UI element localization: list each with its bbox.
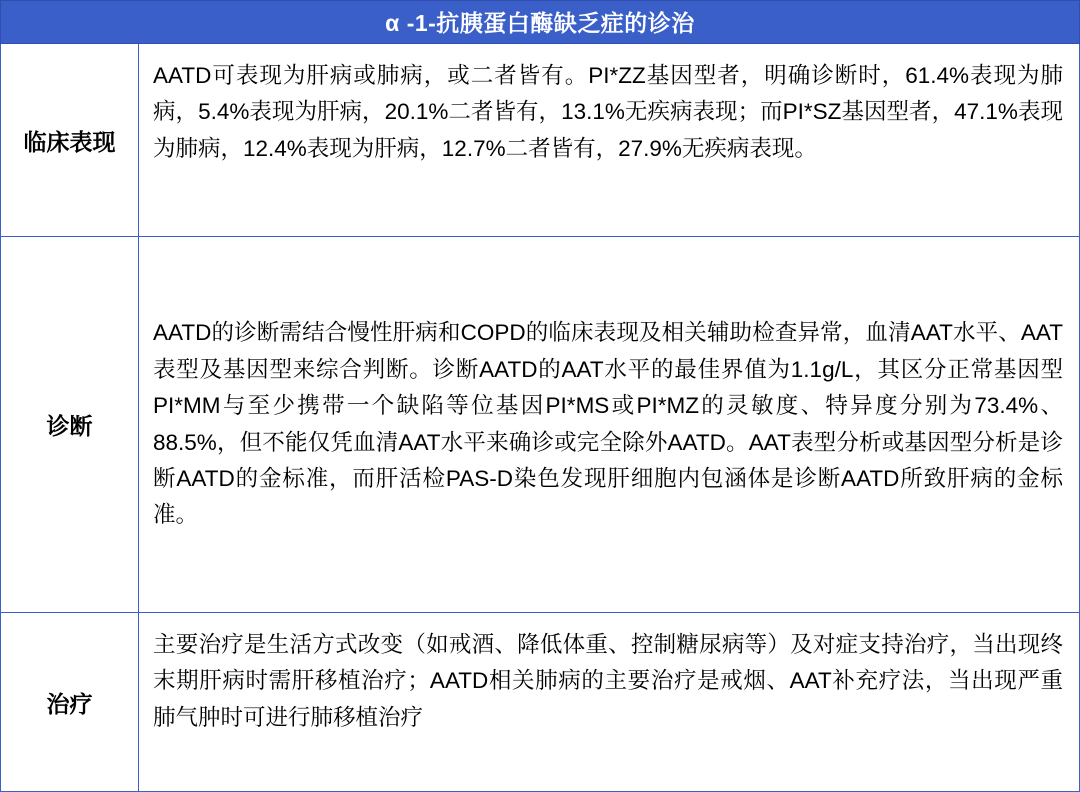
row-label-diagnosis: 诊断 [1,237,139,612]
row-label-treatment: 治疗 [1,613,139,791]
document-title: α -1-抗胰蛋白酶缺乏症的诊治 [0,0,1080,44]
row-label-clinical-manifestation: 临床表现 [1,44,139,236]
row-content-diagnosis: AATD的诊断需结合慢性肝病和COPD的临床表现及相关辅助检查异常，血清AAT水平、AAT表型及基因型来综合判断。诊断AATD的AAT水平的最佳界值为1.1g/L，其区分正常基因型PI*MM与至少携带一个缺陷等位基因PI*MS或PI*MZ的灵敏度、特异度分别为73.4%、88.5%，但不能仅凭血清AAT水平来确诊或完全除外AATD。AAT表型分析或基因型分析是诊断AATD的金标准，而肝活检PAS-D染色发现肝细胞内包涵体是诊断AATD所致肝病的金标准。 [153,320,1063,528]
table-row [1,613,1079,791]
row-content-clinical-manifestation: AATD可表现为肝病或肺病，或二者皆有。PI*ZZ基因型者，明确诊断时，61.4%表现为肺病，5.4%表现为肝病，20.1%二者皆有，13.1%无疾病表现；而PI*SZ基因型者，47.1%表现为肺病，12.4%表现为肝病，12.7%二者皆有，27.9%无疾病表现。 [153,63,1063,161]
content-table [0,44,1080,792]
row-content-treatment: 主要治疗是生活方式改变（如戒酒、降低体重、控制糖尿病等）及对症支持治疗，当出现终末期肝病时需肝移植治疗；AATD相关肺病的主要治疗是戒烟、AAT补充疗法，当出现严重肺气肿时可进行肺移植治疗 [153,632,1063,730]
table-row [1,44,1079,237]
table-row [1,237,1079,613]
row-content-diagnosis-wrapper [139,237,1079,612]
